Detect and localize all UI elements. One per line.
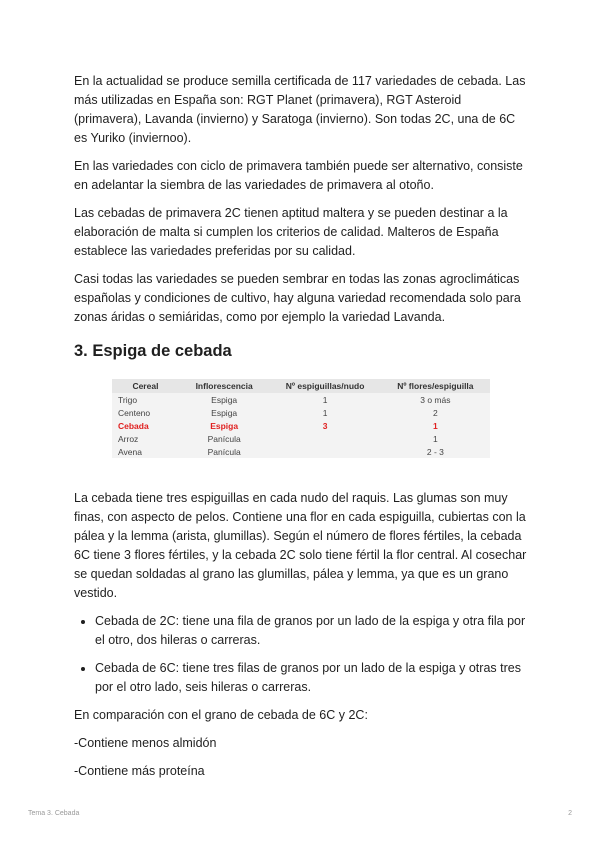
list-item: • Cebada de 2C: tiene una fila de granos por un lado de la espiga y otra fila por el otro, dos hileras o carreras. — [95, 612, 530, 650]
comparison-intro: En comparación con el grano de cebada de 6C y 2C: — [74, 708, 368, 722]
table-cell: 2 — [433, 407, 438, 418]
table-cell: 3 — [322, 420, 328, 431]
table-cell: 1 — [433, 433, 438, 444]
intro-paragraph-3: Las cebadas de primavera 2C tienen aptitud maltera y se pueden destinar a la elaboración de malta si cumplen los criterios de calidad. Malteros de España establece las variedades preferidas por su calidad. — [74, 206, 508, 258]
page-footer — [28, 810, 572, 817]
table-cell — [269, 445, 380, 458]
table-cell: 2 - 3 — [426, 446, 444, 457]
table-cell: 1 — [433, 420, 438, 431]
footer-title: Tema 3. Cebada — [28, 810, 80, 817]
table-cell: Espiga — [211, 394, 238, 405]
bullet-list — [74, 612, 530, 697]
body-paragraph: La cebada tiene tres espiguillas en cada nudo del raquis. Las glumas son muy finas, con aspecto de pelos. Contiene una flor en cada espiguilla, cubiertas con la pálea y la lemma (arista, glumillas). Según el número de flores fértiles, la cebada 6C tiene 3 flores fértiles, y la cebada 2C solo tiene fértil la flor central. Al cosechar se quedan soldadas al grano las glumillas, pálea y lemma, ya que es un grano vestido. — [74, 491, 527, 600]
intro-paragraph-1: En la actualidad se produce semilla certificada de 117 variedades de cebada. Las más utilizadas en España son: RGT Planet (primavera), RGT Asteroid (primavera), Lavanda (invierno) y Saratoga (invierno). Son todas 2C, una de 6C es Yuriko (inviernoo). — [74, 74, 526, 145]
table-row — [112, 432, 490, 445]
list-item: • Cebada de 6C: tiene tres filas de granos por un lado de la espiga y otras tres por el otro lado, seis hileras o carreras. — [95, 659, 530, 697]
table-header-row — [112, 379, 490, 393]
column-header: Nº flores/espiguilla — [381, 379, 490, 393]
column-header: Inflorescencia — [179, 379, 270, 393]
table-cell: Espiga — [210, 420, 239, 431]
cereal-table — [112, 379, 490, 458]
table-cell: Trigo — [118, 394, 138, 405]
table-cell: 1 — [322, 407, 328, 418]
table-cell: Avena — [118, 446, 142, 457]
comparison-item: -Contiene menos almidón — [74, 736, 217, 750]
table-cell: Panícula — [207, 433, 241, 444]
table-cell: Panícula — [207, 446, 241, 457]
column-header: Nº espiguillas/nudo — [269, 379, 380, 393]
page-number: 2 — [568, 810, 572, 817]
cereal-table-image — [112, 379, 490, 458]
column-header: Cereal — [112, 379, 179, 393]
table-cell: Espiga — [211, 407, 238, 418]
intro-paragraph-4: Casi todas las variedades se pueden sembrar en todas las zonas agroclimáticas españolas y condiciones de cultivo, hay alguna variedad recomendada solo para zonas áridas o semiáridas, como por ejemplo la variedad Lavanda. — [74, 272, 521, 324]
intro-paragraph-2: En las variedades con ciclo de primavera también puede ser alternativo, consiste en adelantar la siembra de las variedades de primavera al otoño. — [74, 159, 523, 192]
table-row — [112, 393, 490, 406]
page-content — [74, 72, 530, 790]
table-cell: 3 o más — [420, 394, 451, 405]
table-cell: 1 — [322, 394, 328, 405]
table-cell — [269, 432, 380, 445]
section-heading: 3. Espiga de cebada — [74, 342, 232, 360]
table-cell: Cebada — [118, 420, 149, 431]
table-row — [112, 445, 490, 458]
table-row-highlighted — [112, 419, 490, 432]
table-row — [112, 406, 490, 419]
comparison-item: -Contiene más proteína — [74, 764, 205, 778]
table-cell: Arroz — [118, 433, 139, 444]
table-cell: Centeno — [118, 407, 151, 418]
